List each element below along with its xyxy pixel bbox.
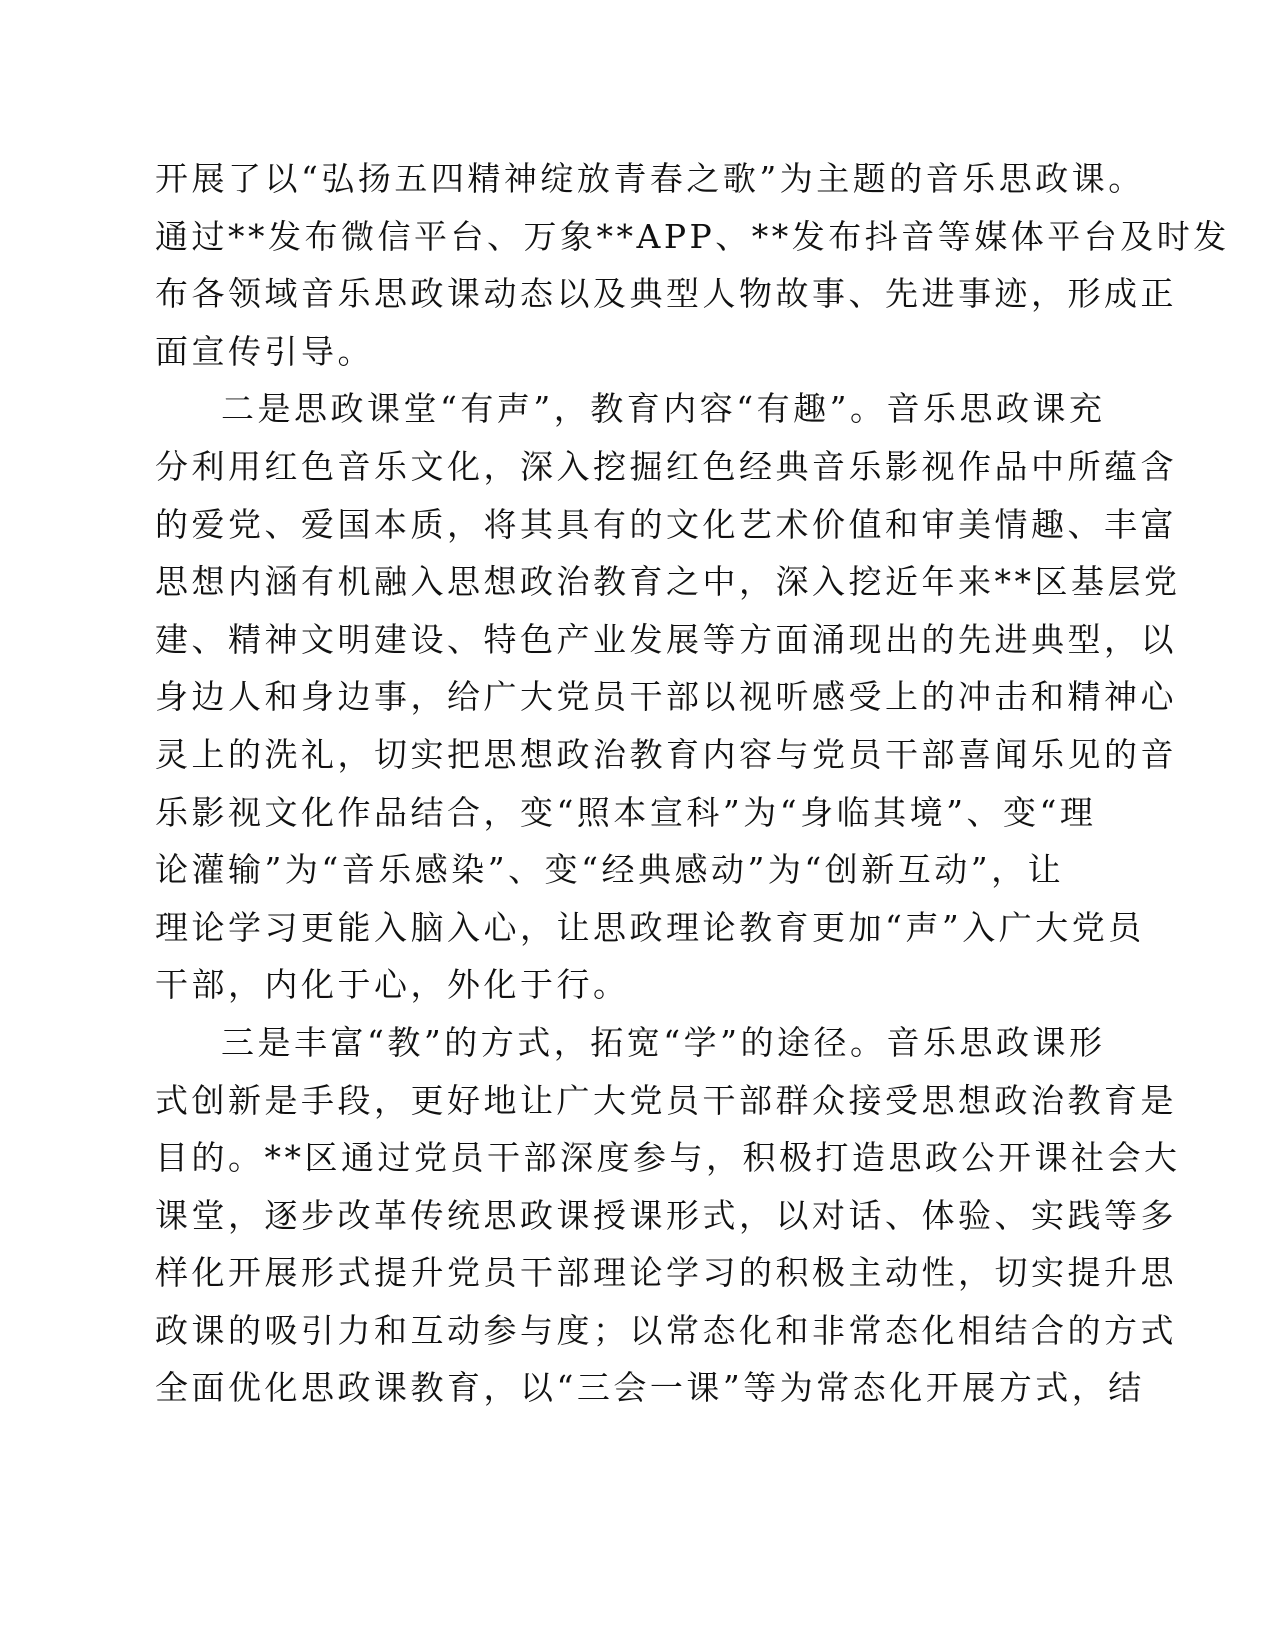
text-line: 面宣传引导。 xyxy=(155,331,374,371)
text-line: 论灌输”为“音乐感染”、变“经典感动”为“创新互动”，让 xyxy=(155,850,1065,890)
text-line: 政课的吸引力和互动参与度；以常态化和非常态化相结合的方式 xyxy=(155,1310,1177,1350)
text-line: 灵上的洗礼，切实把思想政治教育内容与党员干部喜闻乐见的音 xyxy=(155,734,1177,774)
text-line: 式创新是手段，更好地让广大党员干部群众接受思想政治教育是 xyxy=(155,1080,1177,1120)
text-line: 的爱党、爱国本质，将其具有的文化艺术价值和审美情趣、丰富 xyxy=(155,504,1177,544)
text-line: 布各领域音乐思政课动态以及典型人物故事、先进事迹，形成正 xyxy=(155,274,1177,314)
text-line: 课堂，逐步改革传统思政课授课形式，以对话、体验、实践等多 xyxy=(155,1195,1177,1235)
text-line: 分利用红色音乐文化，深入挖掘红色经典音乐影视作品中所蕴含 xyxy=(155,446,1177,486)
body-text xyxy=(155,150,1230,1417)
text-line: 理论学习更能入脑入心，让思政理论教育更加“声”入广大党员 xyxy=(155,907,1145,947)
text-line: 全面优化思政课教育，以“三会一课”等为常态化开展方式，结 xyxy=(155,1368,1145,1408)
text-line: 开展了以“弘扬五四精神绽放青春之歌”为主题的音乐思政课。 xyxy=(155,159,1145,198)
paragraph-start-line: 二是思政课堂“有声”，教育内容“有趣”。音乐思政课充 xyxy=(221,389,1106,429)
text-line: 身边人和身边事，给广大党员干部以视听感受上的冲击和精神心 xyxy=(155,677,1177,717)
text-line: 干部，内化于心，外化于行。 xyxy=(155,965,630,1005)
text-line: 乐影视文化作品结合，变“照本宣科”为“身临其境”、变“理 xyxy=(155,792,1097,832)
text-line: 思想内涵有机融入思想政治教育之中，深入挖近年来**区基层党 xyxy=(155,562,1181,602)
text-line: 建、精神文明建设、特色产业发展等方面涌现出的先进典型，以 xyxy=(155,619,1177,659)
text-line: 通过**发布微信平台、万象**APP、**发布抖音等媒体平台及时发 xyxy=(155,216,1230,256)
text-line: 样化开展形式提升党员干部理论学习的积极主动性，切实提升思 xyxy=(155,1253,1177,1293)
text-line: 目的。**区通过党员干部深度参与，积极打造思政公开课社会大 xyxy=(155,1138,1181,1178)
paragraph-start-line: 三是丰富“教”的方式，拓宽“学”的途径。音乐思政课形 xyxy=(221,1022,1106,1062)
